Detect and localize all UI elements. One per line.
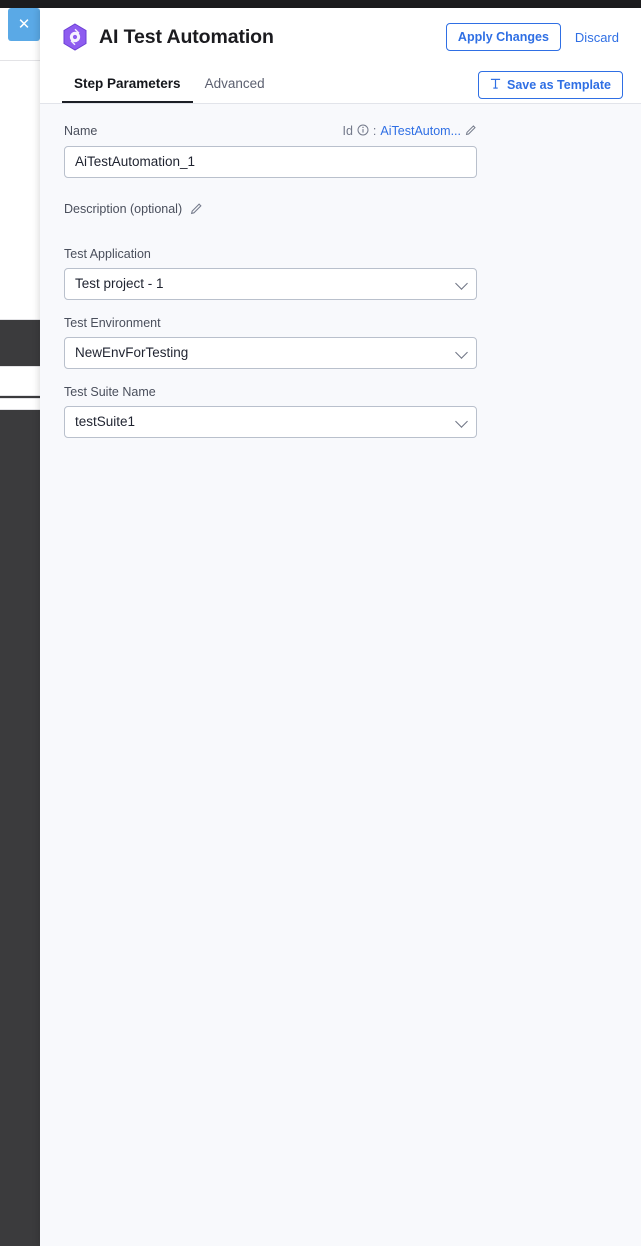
test-application-select[interactable] [64, 268, 477, 300]
test-environment-label: Test Environment [64, 315, 161, 330]
test-environment-select[interactable] [64, 337, 477, 369]
test-application-select-wrap [64, 268, 477, 300]
description-label: Description (optional) [64, 202, 183, 216]
template-icon [490, 78, 501, 92]
test-application-label: Test Application [64, 246, 151, 261]
test-environment-field-group [64, 316, 619, 369]
test-environment-select-wrap [64, 337, 477, 369]
close-panel-button[interactable] [8, 8, 40, 41]
test-application-value: Test project - 1 [75, 276, 164, 291]
test-suite-name-label: Test Suite Name [64, 384, 156, 399]
name-field-group [64, 124, 619, 178]
name-label: Name [64, 124, 98, 139]
step-configuration-panel [40, 8, 641, 1246]
description-pencil-icon[interactable] [190, 202, 203, 217]
save-as-template-label: Save as Template [507, 77, 611, 92]
name-input[interactable] [64, 146, 477, 178]
os-top-strip [0, 0, 641, 8]
id-value[interactable]: AiTestAutom... [380, 124, 461, 139]
test-suite-name-select-wrap [64, 406, 477, 438]
test-suite-name-field-group [64, 385, 619, 438]
tab-list [40, 66, 478, 103]
description-field-group [64, 202, 619, 217]
panel-header [40, 8, 641, 66]
background-app-row-1 [0, 60, 40, 320]
background-app-row-2 [0, 366, 40, 396]
info-icon[interactable] [357, 124, 369, 139]
step-id-row [342, 124, 477, 139]
pencil-icon[interactable] [465, 124, 477, 138]
test-suite-name-value: testSuite1 [75, 414, 136, 429]
test-suite-name-select[interactable] [64, 406, 477, 438]
tab-step-parameters[interactable]: Step Parameters [62, 66, 193, 103]
hexagon-ai-logo-icon [62, 23, 88, 51]
test-application-field-group [64, 247, 619, 300]
page-title: AI Test Automation [99, 25, 274, 48]
id-label: Id [342, 124, 353, 139]
apply-changes-button[interactable]: Apply Changes [446, 23, 561, 51]
save-as-template-button[interactable] [478, 71, 623, 99]
tab-advanced[interactable]: Advanced [204, 76, 265, 91]
background-app-row-3 [0, 398, 40, 410]
discard-button[interactable]: Discard [561, 24, 623, 51]
close-icon: ✕ [17, 16, 31, 33]
test-environment-value: NewEnvForTesting [75, 345, 189, 360]
id-separator: : [372, 124, 377, 139]
panel-body [40, 104, 641, 1246]
tabs-bar [40, 66, 641, 104]
